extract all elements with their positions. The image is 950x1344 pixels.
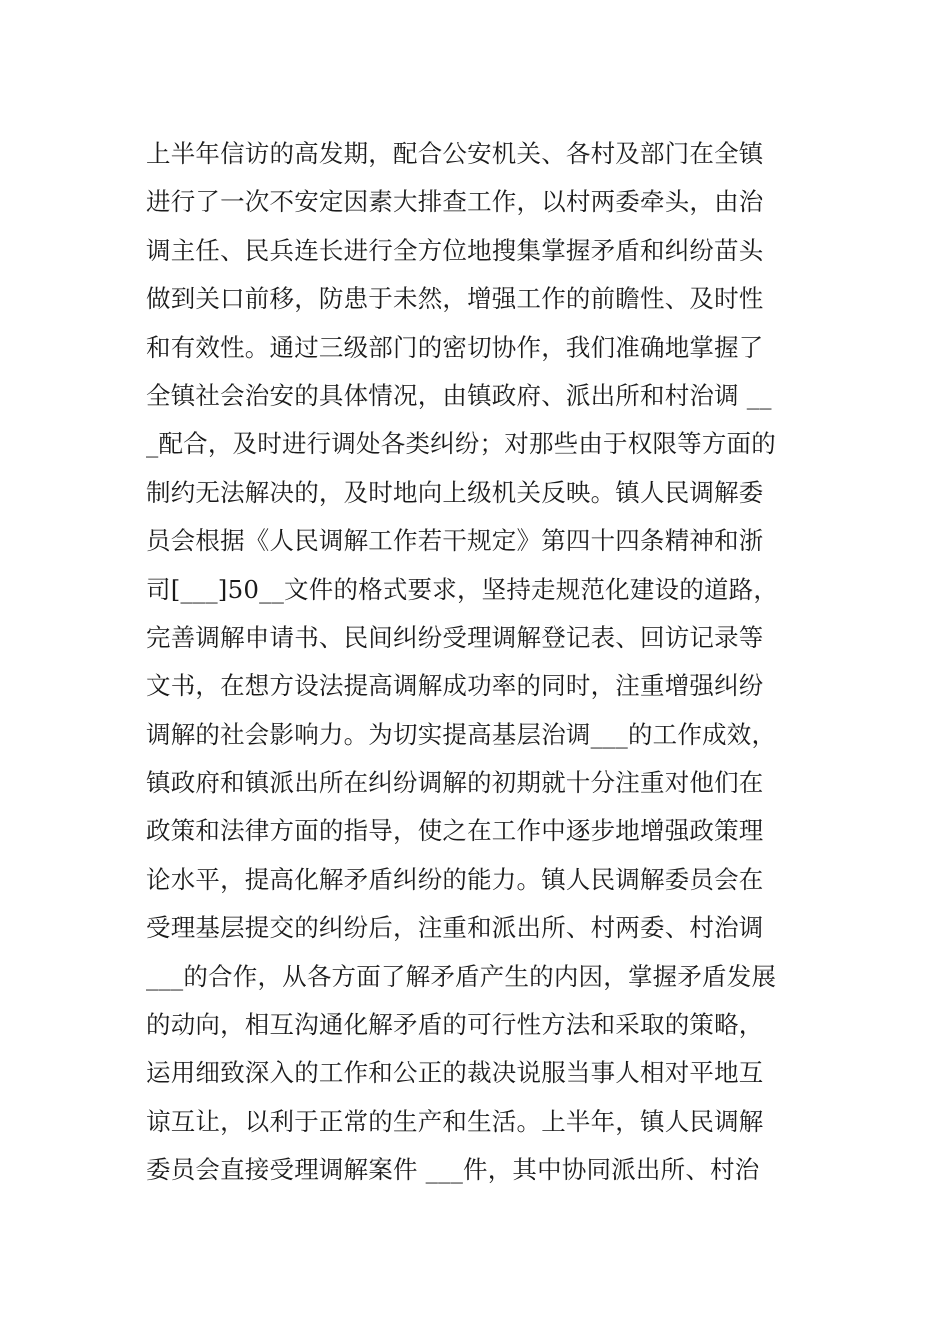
- body-paragraph: [146, 130, 816, 1195]
- text-line: _配合，及时进行调处各类纠纷；对那些由于权限等方面的: [146, 429, 776, 459]
- text-line: 司[___]50__文件的格式要求，坚持走规范化建设的道路，: [146, 574, 779, 604]
- text-line: 委员会直接受理调解案件 ___件，其中协同派出所、村治: [146, 1155, 760, 1185]
- text-line: 调解的社会影响力。为切实提高基层治调___的工作成效，: [146, 719, 777, 749]
- text-line: 的动向，相互沟通化解矛盾的可行性方法和采取的策略，: [146, 1010, 764, 1040]
- text-line: 论水平，提高化解矛盾纠纷的能力。镇人民调解委员会在: [146, 864, 764, 894]
- text-line: 进行了一次不安定因素大排查工作，以村两委牵头，由治: [146, 187, 764, 217]
- text-line: 文书，在想方设法提高调解成功率的同时，注重增强纠纷: [146, 671, 764, 701]
- text-line: 全镇社会治安的具体情况，由镇政府、派出所和村治调 __: [146, 380, 772, 410]
- text-line: 和有效性。通过三级部门的密切协作，我们准确地掌握了: [146, 332, 764, 362]
- text-line: 政策和法律方面的指导，使之在工作中逐步地增强政策理: [146, 816, 764, 846]
- text-line: 运用细致深入的工作和公正的裁决说服当事人相对平地互: [146, 1058, 764, 1088]
- text-line: 上半年信访的高发期，配合公安机关、各村及部门在全镇: [146, 139, 764, 168]
- text-line: ___的合作，从各方面了解矛盾产生的内因，掌握矛盾发展: [146, 961, 777, 991]
- text-line: 员会根据《人民调解工作若干规定》第四十四条精神和浙: [146, 526, 764, 556]
- text-line: 谅互让，以利于正常的生产和生活。上半年，镇人民调解: [146, 1106, 764, 1136]
- text-line: 调主任、民兵连长进行全方位地搜集掌握矛盾和纠纷苗头: [146, 235, 764, 265]
- text-line: 制约无法解决的，及时地向上级机关反映。镇人民调解委: [146, 477, 764, 507]
- text-line: 做到关口前移，防患于未然，增强工作的前瞻性、及时性: [146, 284, 764, 314]
- text-line: 完善调解申请书、民间纠纷受理调解登记表、回访记录等: [146, 622, 764, 652]
- text-line: 受理基层提交的纠纷后，注重和派出所、村两委、村治调: [146, 913, 764, 943]
- text-line: 镇政府和镇派出所在纠纷调解的初期就十分注重对他们在: [146, 768, 764, 798]
